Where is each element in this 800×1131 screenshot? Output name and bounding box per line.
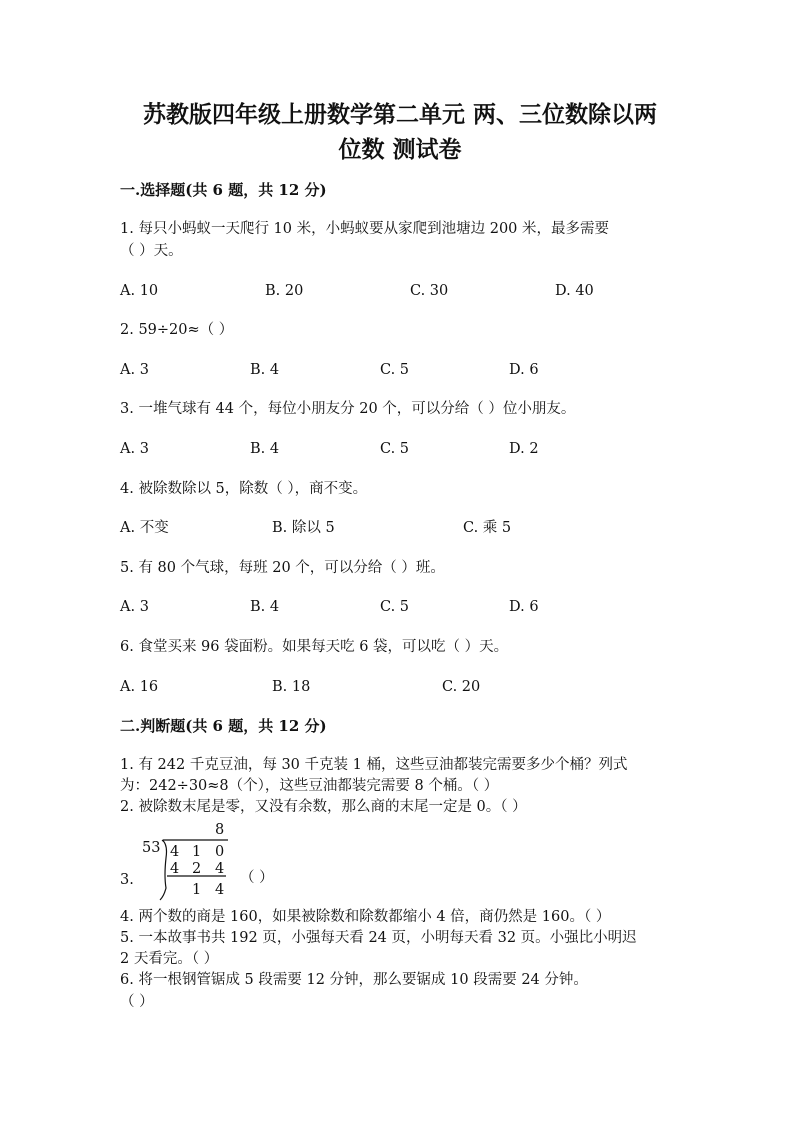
section-heading-judge: 二.判断题(共 6 题，共 12 分) (120, 717, 327, 735)
q5-option-a[interactable]: A. 3 (120, 599, 149, 615)
q6-option-b[interactable]: B. 18 (272, 679, 311, 695)
q1-option-b[interactable]: B. 20 (265, 283, 304, 299)
q5-option-c[interactable]: C. 5 (380, 599, 410, 615)
q3-option-c[interactable]: C. 5 (380, 441, 410, 457)
q5-option-b[interactable]: B. 4 (250, 599, 280, 615)
page-title-line-1: 苏教版四年级上册数学第二单元 两、三位数除以两 (142, 101, 657, 128)
q1-option-a[interactable]: A. 10 (120, 283, 159, 299)
q4-option-b[interactable]: B. 除以 5 (272, 520, 335, 536)
q2-option-c[interactable]: C. 5 (380, 362, 410, 378)
judge-4: 4. 两个数的商是 160，如果被除数和除数都缩小 4 倍，商仍然是 160。（ ） (120, 909, 611, 925)
judge-5-line-1: 5. 一本故事书共 192 页，小强每天看 24 页，小明每天看 32 页。小强比小明迟 (120, 930, 637, 946)
judge-2: 2. 被除数末尾是零，又没有余数，那么商的末尾一定是 0。（ ） (120, 799, 527, 815)
question-2: 2. 59÷20≈（ ） (120, 322, 234, 338)
judge-6-line-2: （ ） (120, 994, 154, 1010)
question-6: 6. 食堂买来 96 袋面粉。如果每天吃 6 袋，可以吃（ ）天。 (120, 639, 509, 655)
dividend-digit-3: 0 (215, 844, 225, 860)
remainder-digit-2: 4 (215, 882, 225, 898)
judge-6-line-1: 6. 将一根钢管锯成 5 段需要 12 分钟，那么要锯成 10 段需要 24 分钟。 (120, 972, 588, 988)
question-3: 3. 一堆气球有 44 个，每位小朋友分 20 个，可以分给（ ）位小朋友。 (120, 401, 576, 417)
dividend-digit-2: 1 (192, 844, 202, 860)
q1-option-d[interactable]: D. 40 (555, 283, 594, 299)
judge-3-answer-paren: （ ） (240, 870, 274, 886)
q3-option-a[interactable]: A. 3 (120, 441, 149, 457)
q6-option-c[interactable]: C. 20 (442, 679, 481, 695)
product-digit-1: 4 (170, 861, 180, 877)
product-digit-2: 2 (192, 861, 202, 877)
q2-option-d[interactable]: D. 6 (509, 362, 539, 378)
page-title-line-2: 位数 测试卷 (338, 136, 462, 163)
q2-option-b[interactable]: B. 4 (250, 362, 280, 378)
judge-1-line-2: 为：242÷30≈8（个），这些豆油都装完需要 8 个桶。（ ） (120, 778, 499, 794)
q6-option-a[interactable]: A. 16 (120, 679, 159, 695)
product-digit-3: 4 (215, 861, 225, 877)
q1-option-c[interactable]: C. 30 (410, 283, 449, 299)
remainder-digit-1: 1 (192, 882, 202, 898)
long-division-figure (142, 818, 242, 902)
judge-1-line-1: 1. 有 242 千克豆油，每 30 千克装 1 桶，这些豆油都装完需要多少个桶？列式 (120, 757, 628, 773)
q4-option-c[interactable]: C. 乘 5 (463, 520, 512, 536)
question-5: 5. 有 80 个气球，每班 20 个，可以分给（ ）班。 (120, 560, 445, 576)
judge-3-number: 3. (120, 872, 134, 888)
dividend-digit-1: 4 (170, 844, 180, 860)
divisor: 53 (142, 840, 161, 856)
q5-option-d[interactable]: D. 6 (509, 599, 539, 615)
q3-option-b[interactable]: B. 4 (250, 441, 280, 457)
quotient-digit: 8 (215, 822, 225, 838)
question-1-line-1: 1. 每只小蚂蚁一天爬行 10 米，小蚂蚁要从家爬到池塘边 200 米，最多需要 (120, 221, 610, 237)
judge-5-line-2: 2 天看完。（ ） (120, 951, 219, 967)
question-1-line-2: （ ）天。 (120, 243, 183, 259)
q3-option-d[interactable]: D. 2 (509, 441, 539, 457)
q4-option-a[interactable]: A. 不变 (120, 520, 169, 536)
q2-option-a[interactable]: A. 3 (120, 362, 149, 378)
question-4: 4. 被除数除以 5，除数（ ），商不变。 (120, 481, 368, 497)
section-heading-choice: 一.选择题(共 6 题，共 12 分) (120, 181, 327, 199)
